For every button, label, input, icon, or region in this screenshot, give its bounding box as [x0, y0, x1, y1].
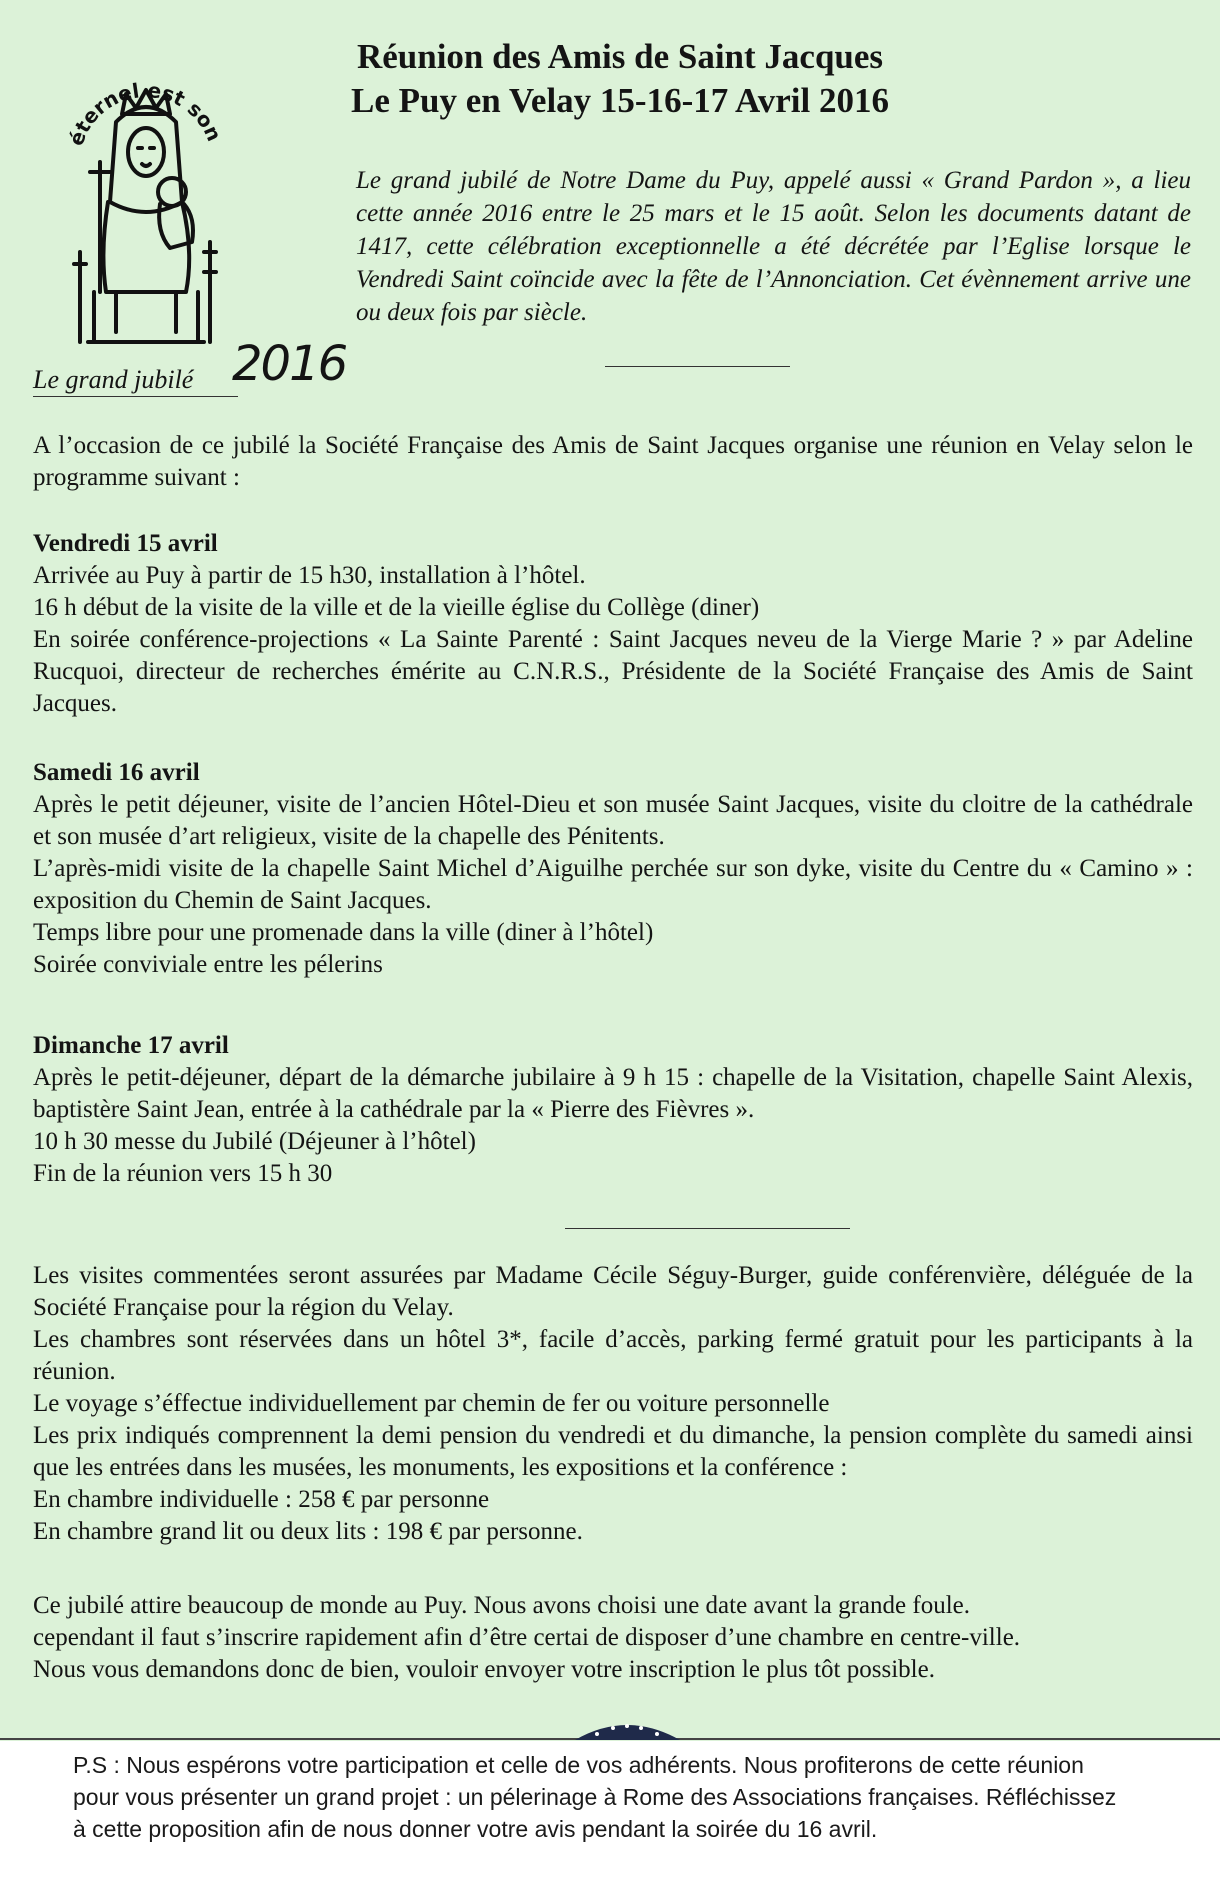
practical-line: Les visites commentées seront assurées par Madame Cécile Séguy-Burger, guide conférenvière, déléguée de la Société Française pour la région du Velay.	[33, 1262, 1193, 1321]
virgin-and-child-icon	[60, 52, 230, 362]
price-double: En chambre grand lit ou deux lits : 198 € par personne.	[33, 1518, 583, 1545]
stars-ornament-icon	[575, 1718, 680, 1740]
practical-line: Les chambres sont réservées dans un hôtel 3*, facile d’accès, parking fermé gratuit pour les participants à la réunion.	[33, 1326, 1193, 1385]
ps-text	[73, 1749, 1173, 1845]
page-title: Réunion des Amis de Saint Jacques	[356, 37, 884, 76]
practical-line: Le voyage s’éffectue individuellement par chemin de fer ou voiture personnelle	[33, 1390, 830, 1417]
logo-circle-text: éternel est son	[63, 77, 227, 149]
logo-year-handwritten: 2016	[232, 336, 347, 392]
divider	[605, 366, 790, 367]
closing-line: cependant il faut s’inscrire rapidement afin d’être certai de disposer d’une chambre en centre-ville.	[33, 1624, 1021, 1651]
ps-line: P.S : Nous espérons votre participation et celle de vos adhérents. Nous profiterons de cette réunion	[73, 1752, 1084, 1778]
friday-line: 16 h début de la visite de la ville et de la vieille église du Collège (diner)	[33, 594, 760, 621]
saturday-section	[33, 757, 1193, 981]
logo-underline	[33, 396, 238, 397]
friday-line: Arrivée au Puy à partir de 15 h30, installation à l’hôtel.	[33, 562, 586, 589]
svg-text:éternel est son Amour	[60, 52, 229, 151]
saturday-line: Temps libre pour une promenade dans la ville (diner à l’hôtel)	[33, 919, 654, 946]
friday-heading: Vendredi 15 avril	[33, 530, 218, 557]
logo-caption: Le grand jubilé	[33, 365, 194, 394]
sunday-line: Après le petit-déjeuner, départ de la démarche jubilaire à 9 h 15 : chapelle de la Visitation, chapelle Saint Alexis, baptistère Saint Jean, entrée à la cathédrale par la « Pierre des Fièvres ».	[33, 1064, 1193, 1123]
ps-line: pour vous présenter un grand projet : un pélerinage à Rome des Associations françaises. Réfléchissez	[73, 1784, 1117, 1810]
saturday-line: L’après-midi visite de la chapelle Saint Michel d’Aiguilhe perchée sur son dyke, visite du Centre du « Camino » : exposition du Chemin de Saint Jacques.	[33, 855, 1193, 914]
closing-section	[33, 1590, 1193, 1686]
ps-box	[0, 1741, 1220, 1884]
friday-line: En soirée conférence-projections « La Sainte Parenté : Saint Jacques neveu de la Vierge Marie ? » par Adeline Rucquoi, directeur de recherches émérite au C.N.R.S., Présidente de la Société Française des Amis de Saint Jacques.	[33, 626, 1193, 717]
closing-line: Ce jubilé attire beaucoup de monde au Puy. Nous avons choisi une date avant la grande foule.	[33, 1592, 970, 1619]
saturday-heading: Samedi 16 avril	[33, 759, 200, 786]
divider	[565, 1228, 850, 1229]
practical-info-section	[33, 1260, 1193, 1548]
price-single: En chambre individuelle : 258 € par personne	[33, 1486, 490, 1513]
saturday-line: Soirée conviviale entre les pélerins	[33, 951, 383, 978]
closing-line: Nous vous demandons donc de bien, vouloir envoyer votre inscription le plus tôt possible.	[33, 1656, 935, 1683]
saturday-line: Après le petit déjeuner, visite de l’ancien Hôtel-Dieu et son musée Saint Jacques, visite du cloitre de la cathédrale et son musée d’art religieux, visite de la chapelle des Pénitents.	[33, 791, 1193, 850]
lead-paragraph	[33, 430, 1193, 494]
sunday-section	[33, 1030, 1193, 1190]
sunday-line: Fin de la réunion vers 15 h 30	[33, 1160, 333, 1187]
friday-section	[33, 528, 1193, 720]
sunday-line: 10 h 30 messe du Jubilé (Déjeuner à l’hôtel)	[33, 1128, 476, 1155]
sunday-heading: Dimanche 17 avril	[33, 1032, 229, 1059]
intro-paragraph: Le grand jubilé de Notre Dame du Puy, appelé aussi « Grand Pardon », a lieu cette année 2016 entre le 25 mars et le 15 août. Selon les documents datant de 1417, cette célébration exceptionnelle a été décrétée par l’Eglise lorsque le Vendredi Saint coïncide avec la fête de l’Annonciation. Cet évènnement arrive une ou deux fois par siècle.	[356, 167, 1191, 326]
practical-line: Les prix indiqués comprennent la demi pension du vendredi et du dimanche, la pension complète du samedi ainsi que les entrées dans les musées, les monuments, les expositions et la conférence :	[33, 1422, 1193, 1481]
jubilee-logo	[60, 52, 230, 362]
ps-line: à cette proposition afin de nous donner votre avis pendant la soirée du 16 avril.	[73, 1816, 878, 1842]
lead-text: A l’occasion de ce jubilé la Société Française des Amis de Saint Jacques organise une réunion en Velay selon le programme suivant :	[33, 432, 1193, 491]
page-subtitle: Le Puy en Velay 15-16-17 Avril 2016	[351, 81, 889, 120]
